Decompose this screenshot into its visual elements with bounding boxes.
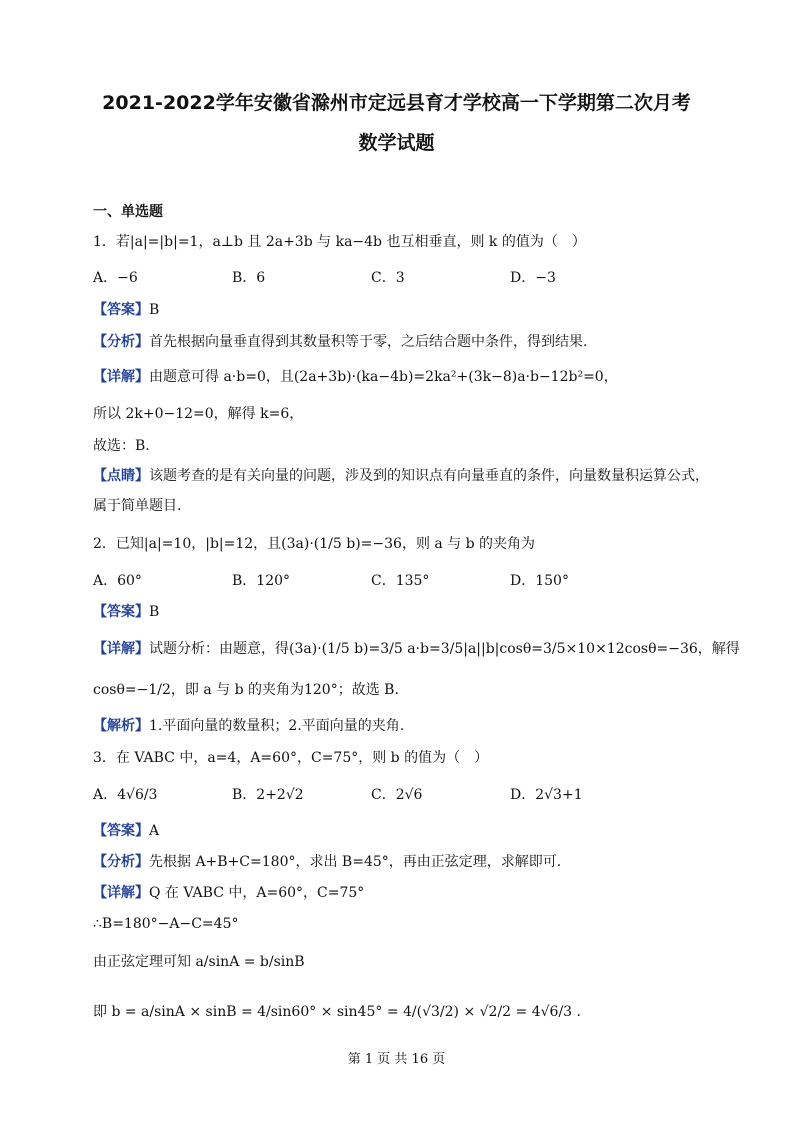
q2-detail-line2: cosθ=−1/2，即 a 与 b 的夹角为120°；故选 B. [93,682,399,698]
q2-option-c: C．135° [371,573,430,589]
q3-option-b: B．2+2√2 [232,787,304,803]
comment-text: 该题考查的是有关向量的问题，涉及到的知识点有向量垂直的条件，向量数量积运算公式， [149,468,709,484]
q1-detail-line2: 所以 2k+0−12=0，解得 k=6， [93,406,304,422]
q1-answer [93,300,159,320]
q3-detail-line1 [93,883,364,903]
answer-tag: 【答案】 [93,302,149,318]
answer-tag: 【答案】 [93,604,149,620]
explain-tag: 【解析】 [93,718,149,734]
detail-tag: 【详解】 [93,641,149,657]
q1-option-d: D．−3 [510,270,556,286]
answer-value: A [149,823,160,839]
q3-stem: 3．在 VABC 中，a=4，A=60°，C=75°，则 b 的值为（ ） [93,750,489,766]
q2-detail-line1 [93,639,740,659]
q1-option-a: A．−6 [93,270,138,286]
detail-text: 试题分析：由题意，得(3a)·(1/5 b)=3/5 a·b=3/5|a||b|cosθ=3/5×10×12cosθ=−36，解得 [149,641,740,657]
q3-option-c: C．2√6 [371,787,423,803]
q1-option-b: B．6 [232,270,266,286]
section-heading: 一、单选题 [93,204,163,220]
analysis-tag: 【分析】 [93,334,149,350]
q1-detail-line3: 故选：B. [93,438,150,454]
q3-option-a: A．4√6/3 [93,787,158,803]
analysis-tag: 【分析】 [93,854,149,870]
q2-explain [93,716,404,736]
detail-text: Q 在 VABC 中，A=60°，C=75° [149,885,365,901]
answer-value: B [149,604,160,620]
q3-detail-line4: 即 b = a/sinA × sinB = 4/sin60° × sin45° = 4/(√3/2) × √2/2 = 4√6/3 . [93,1004,581,1020]
q3-detail-line3: 由正弦定理可知 a/sinA = b/sinB [93,954,305,970]
q1-option-c: C．3 [371,270,405,286]
detail-text: 由题意可得 a·b=0，且(2a+3b)·(ka−4b)=2ka²+(3k−8)a·b−12b²=0， [149,369,618,385]
detail-tag: 【详解】 [93,369,149,385]
q3-answer [93,821,159,841]
q1-comment-line2: 属于简单题目. [93,498,182,514]
q3-option-d: D．2√3+1 [510,787,583,803]
q2-option-d: D．150° [510,573,569,589]
q1-analysis [93,332,587,352]
q1-comment-line1 [93,466,709,486]
comment-tag: 【点睛】 [93,468,149,484]
q2-stem: 2．已知|a|=10，|b|=12，且(3a)·(1/5 b)=−36，则 a 与 b 的夹角为 [93,536,536,552]
q1-detail-line1 [93,367,618,387]
q3-detail-line2: ∴B=180°−A−C=45° [93,916,239,932]
q2-answer [93,602,159,622]
q3-analysis [93,852,561,872]
q1-stem: 1．若|a|=|b|=1，a⊥b 且 2a+3b 与 ka−4b 也互相垂直，则 k 的值为（ ） [93,234,586,250]
page-footer: 第 1 页 共 16 页 [347,1052,446,1067]
analysis-text: 首先根据向量垂直得到其数量积等于零，之后结合题中条件，得到结果. [149,334,588,350]
explain-text: 1.平面向量的数量积；2.平面向量的夹角. [149,718,405,734]
page-subtitle: 数学试题 [358,132,435,154]
q2-option-a: A．60° [93,573,142,589]
detail-tag: 【详解】 [93,885,149,901]
answer-tag: 【答案】 [93,823,149,839]
analysis-text: 先根据 A+B+C=180°，求出 B=45°，再由正弦定理，求解即可. [149,854,562,870]
answer-value: B [149,302,160,318]
q2-option-b: B．120° [232,573,291,589]
page-title: 2021-2022学年安徽省滁州市定远县育才学校高一下学期第二次月考 [102,92,691,114]
